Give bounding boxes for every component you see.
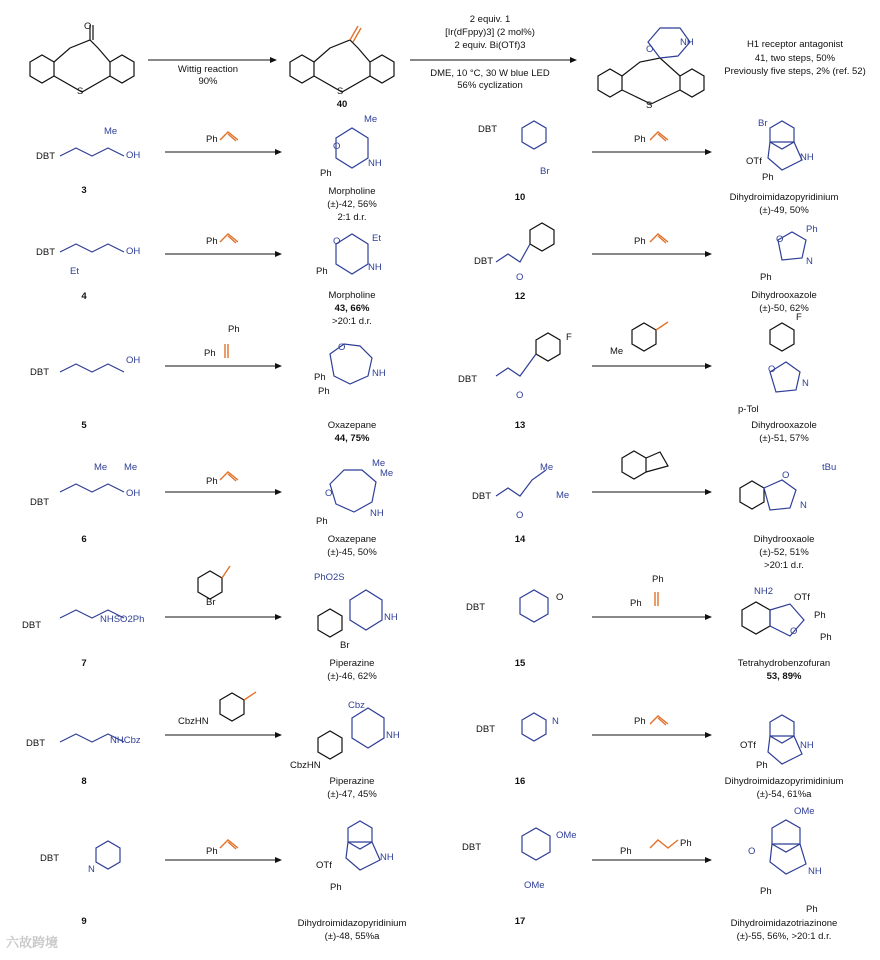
product43-nh: NH bbox=[368, 262, 382, 273]
product-41-oxygen: O bbox=[646, 44, 654, 55]
condition-line-3: 2 equiv. Bi(OTf)3 bbox=[454, 40, 526, 51]
product53-o: O bbox=[790, 626, 798, 637]
product54-class: Dihydroimidazopyrimidinium bbox=[724, 776, 844, 787]
reagent9-ph: Ph bbox=[206, 846, 218, 857]
product43-et: Et bbox=[372, 233, 381, 244]
sm6-id: 6 bbox=[81, 534, 87, 545]
sm9-pyridine-ring bbox=[96, 841, 120, 869]
product47-class: Piperazine bbox=[329, 776, 375, 787]
sm4-chain bbox=[60, 244, 124, 252]
condition-line-1: 2 equiv. 1 bbox=[469, 14, 511, 25]
product52-class: Dihydrooxaole bbox=[753, 534, 815, 545]
product42-o: O bbox=[333, 141, 341, 152]
methylstyrene-ring bbox=[632, 323, 656, 351]
reagent12-ph: Ph bbox=[634, 236, 646, 247]
product52-o: O bbox=[782, 470, 790, 481]
sm10-dbt: DBT bbox=[478, 124, 497, 135]
product47-nh: NH bbox=[386, 730, 400, 741]
product46-yield: (±)-46, 62% bbox=[327, 671, 377, 682]
product48-yield: (±)-48, 55%a bbox=[324, 931, 380, 942]
product49-nh: NH bbox=[800, 152, 814, 163]
product49-otf: OTf bbox=[746, 156, 762, 167]
product55-o: O bbox=[748, 846, 756, 857]
product46-br: Br bbox=[340, 640, 350, 651]
sm14-o: O bbox=[516, 510, 524, 521]
product53-nh2: NH2 bbox=[754, 586, 774, 597]
product-47-ring bbox=[352, 708, 384, 748]
product52-dr: >20:1 d.r. bbox=[764, 560, 804, 571]
product42-nh: NH bbox=[368, 158, 382, 169]
product49-class: Dihydroimidazopyridinium bbox=[729, 192, 839, 203]
sm17-ome2: OMe bbox=[524, 880, 545, 891]
product-55-ring bbox=[772, 820, 800, 852]
product-48-ring bbox=[348, 821, 372, 849]
reagent5-ph-top: Ph bbox=[228, 324, 240, 335]
product50-ph-top: Ph bbox=[806, 224, 818, 235]
product-52-ring bbox=[764, 480, 796, 510]
product-43-ring bbox=[336, 234, 368, 274]
reagent17-ph2: Ph bbox=[680, 838, 692, 849]
sm10-br: Br bbox=[540, 166, 550, 177]
product46-nh: NH bbox=[384, 612, 398, 623]
product-52-arene bbox=[740, 481, 764, 509]
product44-nh: NH bbox=[372, 368, 386, 379]
reagent6-ph: Ph bbox=[206, 476, 218, 487]
product54-nh: NH bbox=[800, 740, 814, 751]
intermediate-40-structure bbox=[290, 26, 394, 92]
sm14-dbt: DBT bbox=[472, 491, 491, 502]
sm3-me: Me bbox=[104, 126, 118, 137]
product55-class: Dihydroimidazotriazinone bbox=[730, 918, 838, 929]
sm12-id: 12 bbox=[514, 291, 526, 302]
sm17-ome1: OMe bbox=[556, 830, 577, 841]
product-41-title: H1 receptor antagonist bbox=[746, 39, 844, 50]
product51-class: Dihydrooxazole bbox=[751, 420, 817, 431]
product45-o: O bbox=[325, 488, 333, 499]
intermediate-40-label: 40 bbox=[336, 99, 348, 110]
ketone-start-structure bbox=[30, 25, 134, 92]
product44-ph2: Ph bbox=[318, 386, 330, 397]
product-49-ring bbox=[770, 121, 794, 149]
wittig-reaction-label: Wittig reaction bbox=[177, 64, 239, 75]
product50-class: Dihydrooxazole bbox=[751, 290, 817, 301]
product49-yield: (±)-49, 50% bbox=[759, 205, 809, 216]
sm3-oh: OH bbox=[126, 150, 141, 161]
condition-line-5: 56% cyclization bbox=[457, 80, 523, 91]
sm13-dbt: DBT bbox=[458, 374, 477, 385]
reagent16-ph: Ph bbox=[634, 716, 646, 727]
product45-nh: NH bbox=[370, 508, 384, 519]
product51-n: N bbox=[802, 378, 809, 389]
reagent15-ph: Ph bbox=[630, 598, 642, 609]
product52-n: N bbox=[800, 500, 807, 511]
reagent5-ph: Ph bbox=[204, 348, 216, 359]
sm12-ring bbox=[530, 223, 554, 251]
product47-cbz: Cbz bbox=[348, 700, 365, 711]
sm14-chain bbox=[496, 470, 546, 496]
sm6-dbt: DBT bbox=[30, 497, 49, 508]
sm14-id: 14 bbox=[514, 534, 526, 545]
sm6-oh: OH bbox=[126, 488, 141, 499]
condition-line-4: DME, 10 °C, 30 W blue LED bbox=[430, 68, 550, 79]
product43-yield: 43, 66% bbox=[334, 303, 370, 314]
sm3-chain bbox=[60, 148, 124, 156]
product-41-steps: 41, two steps, 50% bbox=[754, 53, 836, 64]
reagent4-ph: Ph bbox=[206, 236, 218, 247]
product44-o: O bbox=[338, 342, 346, 353]
product53-class: Tetrahydrobenzofuran bbox=[737, 658, 831, 669]
sm17-id: 17 bbox=[514, 916, 526, 927]
sm7-id: 7 bbox=[81, 658, 87, 669]
product42-class: Morpholine bbox=[328, 186, 376, 197]
product43-dr: >20:1 d.r. bbox=[332, 316, 372, 327]
sm14-me1: Me bbox=[540, 462, 554, 473]
sm5-chain bbox=[60, 364, 124, 372]
sm17-ring bbox=[522, 828, 550, 860]
product-51-aryl bbox=[770, 323, 794, 351]
sm9-dbt: DBT bbox=[40, 853, 59, 864]
sm15-o: O bbox=[556, 592, 564, 603]
reagent17-ph1: Ph bbox=[620, 846, 632, 857]
sm15-ring bbox=[520, 590, 548, 622]
product51-o: O bbox=[768, 364, 776, 375]
product43-class: Morpholine bbox=[328, 290, 376, 301]
product44-class: Oxazepane bbox=[327, 420, 377, 431]
product44-yield: 44, 75% bbox=[334, 433, 370, 444]
sm8-id: 8 bbox=[81, 776, 87, 787]
sm10-id: 10 bbox=[514, 192, 526, 203]
sm5-id: 5 bbox=[81, 420, 87, 431]
product55-yield: (±)-55, 56%, >20:1 d.r. bbox=[736, 931, 832, 942]
sm9-id: 9 bbox=[81, 916, 87, 927]
sm6-me1: Me bbox=[94, 462, 108, 473]
product55-nh: NH bbox=[808, 866, 822, 877]
reagent3-ph: Ph bbox=[206, 134, 218, 145]
product43-o: O bbox=[333, 236, 341, 247]
product53-ph1: Ph bbox=[814, 610, 826, 621]
sm6-chain bbox=[60, 484, 124, 492]
sm8-dbt: DBT bbox=[26, 738, 45, 749]
sm14-me2: Me bbox=[556, 490, 570, 501]
sm13-f: F bbox=[566, 332, 572, 343]
sm17-dbt: DBT bbox=[462, 842, 481, 853]
product-41-sulfur: S bbox=[646, 100, 653, 111]
bromostyrene-ring bbox=[198, 571, 222, 599]
product43-ph: Ph bbox=[316, 266, 328, 277]
product51-f: F bbox=[796, 312, 802, 323]
sm6-me2: Me bbox=[124, 462, 138, 473]
product45-me1: Me bbox=[372, 458, 386, 469]
sm9-n: N bbox=[88, 864, 95, 875]
product46-class: Piperazine bbox=[329, 658, 375, 669]
product54-yield: (±)-54, 61%a bbox=[756, 789, 812, 800]
wittig-yield-label: 90% bbox=[198, 76, 218, 87]
sm5-oh: OH bbox=[126, 355, 141, 366]
product53-yield: 53, 89% bbox=[766, 671, 802, 682]
sm4-oh: OH bbox=[126, 246, 141, 257]
product47-yield: (±)-47, 45% bbox=[327, 789, 377, 800]
product45-ph: Ph bbox=[316, 516, 328, 527]
product55-ome: OMe bbox=[794, 806, 815, 817]
sm7-nhso2ph: NHSO2Ph bbox=[100, 614, 145, 625]
sm5-dbt: DBT bbox=[30, 367, 49, 378]
reagent15-ph-top: Ph bbox=[652, 574, 664, 585]
product-41-nh: NH bbox=[680, 37, 694, 48]
sm16-id: 16 bbox=[514, 776, 526, 787]
sm13-o: O bbox=[516, 390, 524, 401]
product48-otf: OTf bbox=[316, 860, 332, 871]
ketone-oxygen-label: O bbox=[84, 21, 92, 32]
sm13-id: 13 bbox=[514, 420, 526, 431]
product54-otf: OTf bbox=[740, 740, 756, 751]
condition-line-2: [Ir(dFppy)3] (2 mol%) bbox=[445, 27, 535, 38]
sm12-o: O bbox=[516, 272, 524, 283]
sm7-dbt: DBT bbox=[22, 620, 41, 631]
sm15-dbt: DBT bbox=[466, 602, 485, 613]
product48-ph: Ph bbox=[330, 882, 342, 893]
sm15-id: 15 bbox=[514, 658, 526, 669]
product-46-ring bbox=[350, 590, 382, 630]
sm4-dbt: DBT bbox=[36, 247, 55, 258]
product42-me: Me bbox=[364, 114, 378, 125]
sm16-n: N bbox=[552, 716, 559, 727]
sm16-ring bbox=[522, 713, 546, 741]
product47-cbzhn: CbzHN bbox=[290, 760, 321, 771]
product51-yield: (±)-51, 57% bbox=[759, 433, 809, 444]
reagent-vinyl-bonds bbox=[220, 132, 678, 849]
product44-ph1: Ph bbox=[314, 372, 326, 383]
watermark: 六故跨境 bbox=[6, 935, 59, 950]
product53-ph2: Ph bbox=[820, 632, 832, 643]
product-44-ring bbox=[330, 344, 372, 384]
product54-ph: Ph bbox=[756, 760, 768, 771]
product-54-ring bbox=[770, 715, 794, 743]
product-42-ring bbox=[336, 128, 368, 168]
product42-ph: Ph bbox=[320, 168, 332, 179]
indene-ring bbox=[622, 451, 646, 479]
product46-phso2: PhO2S bbox=[314, 572, 345, 583]
reagent8-cbzhn: CbzHN bbox=[178, 716, 209, 727]
product50-o: O bbox=[776, 234, 784, 245]
sm4-id: 4 bbox=[81, 291, 87, 302]
reagent7-br: Br bbox=[206, 597, 216, 608]
product49-br: Br bbox=[758, 118, 768, 129]
aminostyrene-ring bbox=[220, 693, 244, 721]
product-53-ring bbox=[742, 602, 770, 634]
product53-otf: OTf bbox=[794, 592, 810, 603]
product50-yield: (±)-50, 62% bbox=[759, 303, 809, 314]
product42-dr: 2:1 d.r. bbox=[337, 212, 367, 223]
sm12-dbt: DBT bbox=[474, 256, 493, 267]
sm13-ring bbox=[536, 333, 560, 361]
product48-nh: NH bbox=[380, 852, 394, 863]
product55-ph2: Ph bbox=[806, 904, 818, 915]
intermediate-sulfur-label: S bbox=[337, 86, 344, 97]
sm10-ring bbox=[522, 121, 546, 149]
sm3-id: 3 bbox=[81, 185, 87, 196]
product42-yield: (±)-42, 56% bbox=[327, 199, 377, 210]
sm16-dbt: DBT bbox=[476, 724, 495, 735]
ketone-sulfur-label: S bbox=[77, 86, 84, 97]
product52-yield: (±)-52, 51% bbox=[759, 547, 809, 558]
sm8-nhcbz: NHCbz bbox=[110, 735, 141, 746]
product51-ptol: p-Tol bbox=[738, 404, 759, 415]
product55-ph1: Ph bbox=[760, 886, 772, 897]
product45-class: Oxazepane bbox=[327, 534, 377, 545]
reagent13-me: Me bbox=[610, 346, 624, 357]
product49-ph: Ph bbox=[762, 172, 774, 183]
reagent10-ph: Ph bbox=[634, 134, 646, 145]
product52-tbu: tBu bbox=[822, 462, 837, 473]
sm4-et: Et bbox=[70, 266, 79, 277]
product45-me2: Me bbox=[380, 468, 394, 479]
product-45-ring bbox=[330, 470, 376, 512]
product48-class: Dihydroimidazopyridinium bbox=[297, 918, 407, 929]
product50-n: N bbox=[806, 256, 813, 267]
product-41-previous: Previously five steps, 2% (ref. 52) bbox=[724, 66, 866, 77]
product50-ph: Ph bbox=[760, 272, 772, 283]
product45-yield: (±)-45, 50% bbox=[327, 547, 377, 558]
sm3-dbt: DBT bbox=[36, 151, 55, 162]
